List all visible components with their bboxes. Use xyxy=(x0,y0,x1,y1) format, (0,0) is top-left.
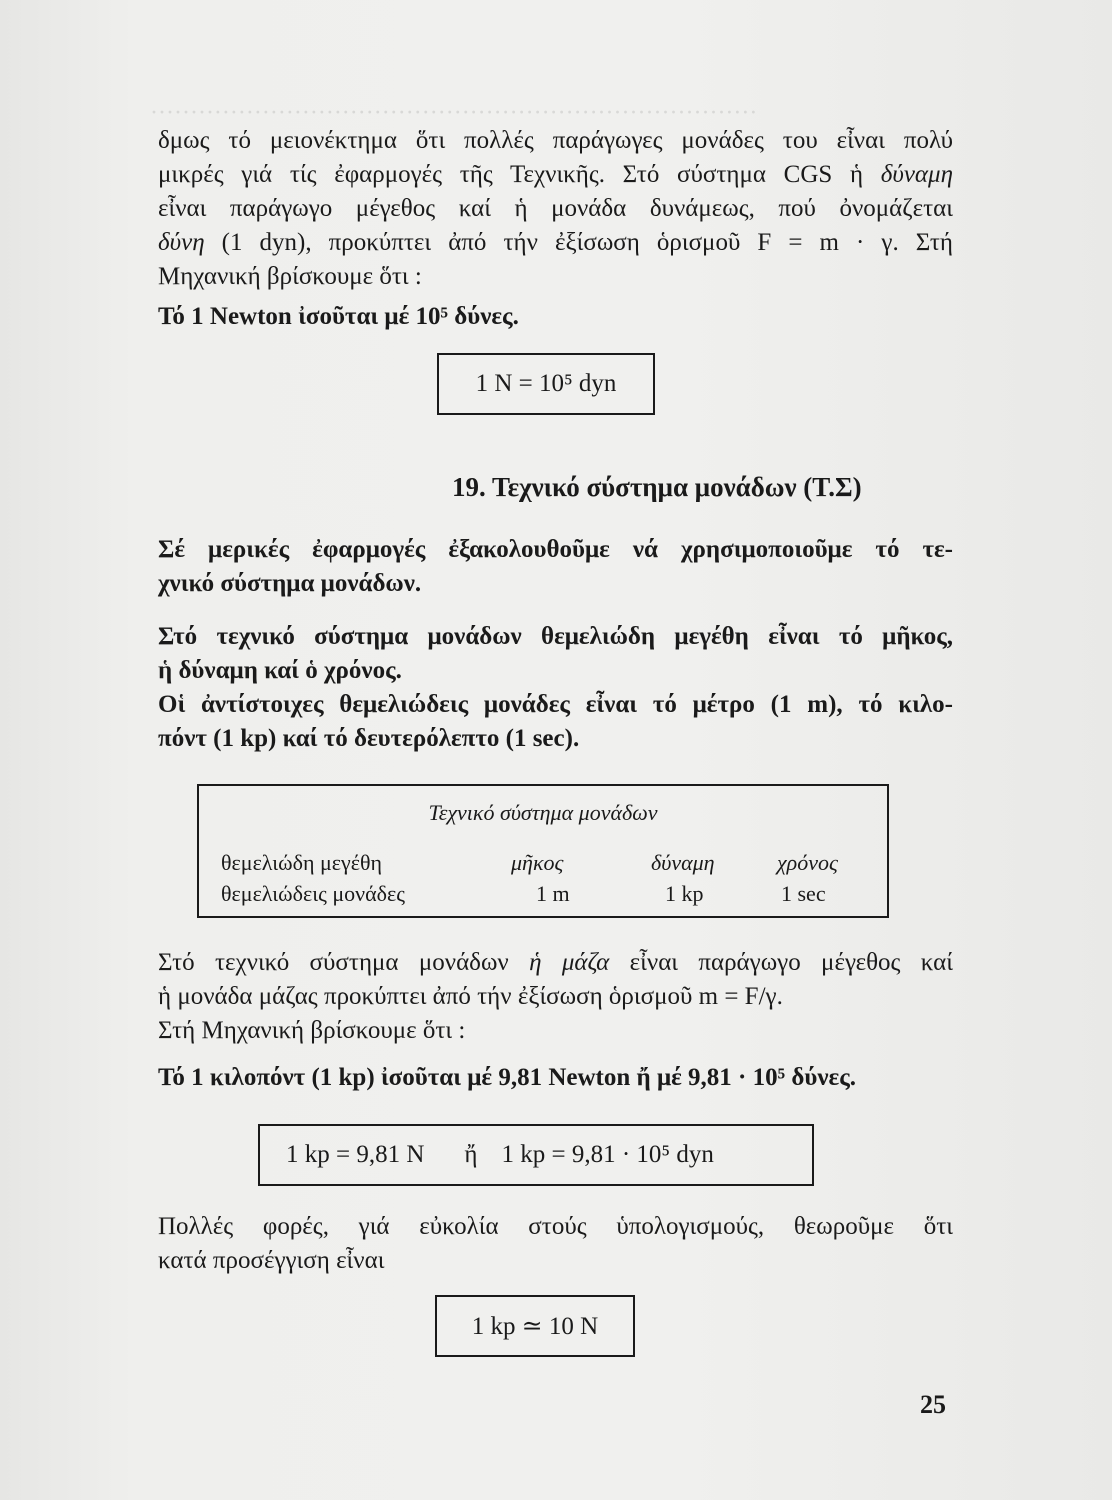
equation-right: 1 kp = 9,81 · 10⁵ dyn xyxy=(501,1141,714,1168)
paragraph-line xyxy=(158,158,953,192)
paragraph-line: πόντ (1 kp) καί τό δευτερόλεπτο (1 sec). xyxy=(158,725,580,752)
statement-line: Τό 1 Newton ἰσοῦται μέ 10⁵ δύνες. xyxy=(158,303,519,330)
paragraph-line xyxy=(158,226,953,260)
paragraph-fundamental-units xyxy=(158,688,953,756)
italic-term: δύναμη xyxy=(880,161,953,188)
equation-left: 1 kp = 9,81 N xyxy=(286,1141,425,1168)
paragraph-intro xyxy=(158,124,953,294)
paragraph-line: χνικό σύστημα μονάδων. xyxy=(158,570,422,597)
row-label-units: θεμελιώδεις μονάδες xyxy=(221,881,405,906)
bleed-through-decoration: ············································································ xyxy=(150,100,758,126)
statement-line: Τό 1 κιλοπόντ (1 kp) ἰσοῦται μέ 9,81 Newton ἤ μέ 9,81 · 10⁵ δύνες. xyxy=(158,1064,856,1091)
paragraph-line: εἶναι παράγωγο μέγεθος καί ἡ μονάδα δυνάμεως, πού ὀνομάζεται xyxy=(158,195,953,222)
paragraph-line xyxy=(158,946,953,980)
statement-kilopond xyxy=(158,1061,953,1095)
equation-text: 1 N = 10⁵ dyn xyxy=(475,370,617,397)
column-quantity-length: μῆκος xyxy=(511,850,564,875)
paragraph-line: ἡ δύναμη καί ὁ χρόνος. xyxy=(158,657,402,684)
paragraph-usage xyxy=(158,533,953,601)
text-fragment: Στό τεχνικό σύστημα μονάδων xyxy=(158,949,530,976)
text-fragment: μικρές γιά τίς ἐφαρμογές τῆς Τεχνικῆς. Στό σύστημα CGS ἡ xyxy=(158,161,881,188)
paragraph-line: Πολλές φορές, γιά εὐκολία στούς ὑπολογισμούς, θεωροῦμε ὅτι xyxy=(158,1213,953,1240)
paragraph-approximation xyxy=(158,1210,953,1278)
section-heading: 19. Τεχνικό σύστημα μονάδων (Τ.Σ) xyxy=(452,472,862,502)
table-title: Τεχνικό σύστημα μονάδων xyxy=(428,800,658,825)
row-label-quantities: θεμελιώδη μεγέθη xyxy=(221,850,383,875)
paragraph-line: ἡ μονάδα μάζας προκύπτει ἀπό τήν ἐξίσωση ὁρισμοῦ m = F/γ. xyxy=(158,983,783,1010)
paragraph-line: Μηχανική βρίσκουμε ὅτι : xyxy=(158,263,422,290)
equation-box-kilopond xyxy=(258,1124,814,1186)
paragraph-line: Οἱ ἀντίστοιχες θεμελιώδεις μονάδες εἶναι τό μέτρο (1 m), τό κιλο- xyxy=(158,691,953,718)
paragraph-line: Στό τεχνικό σύστημα μονάδων θεμελιώδη μεγέθη εἶναι τό μῆκος, xyxy=(158,623,953,650)
statement-newton xyxy=(158,300,953,334)
page-number: 25 xyxy=(920,1390,946,1419)
paragraph-line: κατά προσέγγιση εἶναι xyxy=(158,1247,385,1274)
column-unit-time: 1 sec xyxy=(781,881,826,906)
paragraph-mass xyxy=(158,946,953,1048)
italic-term: ἡ μάζα xyxy=(529,949,610,976)
text-fragment: (1 dyn), προκύπτει ἀπό τήν ἐξίσωση ὁρισμοῦ F = m · γ. Στή xyxy=(204,229,953,256)
paragraph-line: δμως τό μειονέκτημα ὅτι πολλές παράγωγες μονάδες του εἶναι πολύ xyxy=(158,127,953,154)
italic-term: δύνη xyxy=(158,229,205,256)
column-unit-length: 1 m xyxy=(536,881,570,906)
column-unit-force: 1 kp xyxy=(665,881,704,906)
column-quantity-force: δύναμη xyxy=(651,850,715,875)
equation-box-newton xyxy=(437,353,655,415)
equation-text: 1 kp ≃ 10 N xyxy=(471,1313,599,1340)
paragraph-fundamental-quantities xyxy=(158,620,953,688)
paragraph-line: Σέ μερικές ἐφαρμογές ἐξακολουθοῦμε νά χρησιμοποιοῦμε τό τε- xyxy=(158,536,953,563)
equation-or: ἤ xyxy=(464,1141,478,1168)
equation-box-approx xyxy=(435,1295,635,1357)
units-table xyxy=(197,784,889,918)
column-quantity-time: χρόνος xyxy=(777,850,838,875)
paragraph-line: Στή Μηχανική βρίσκουμε ὅτι : xyxy=(158,1017,466,1044)
text-fragment: εἶναι παράγωγο μέγεθος καί xyxy=(609,949,954,976)
